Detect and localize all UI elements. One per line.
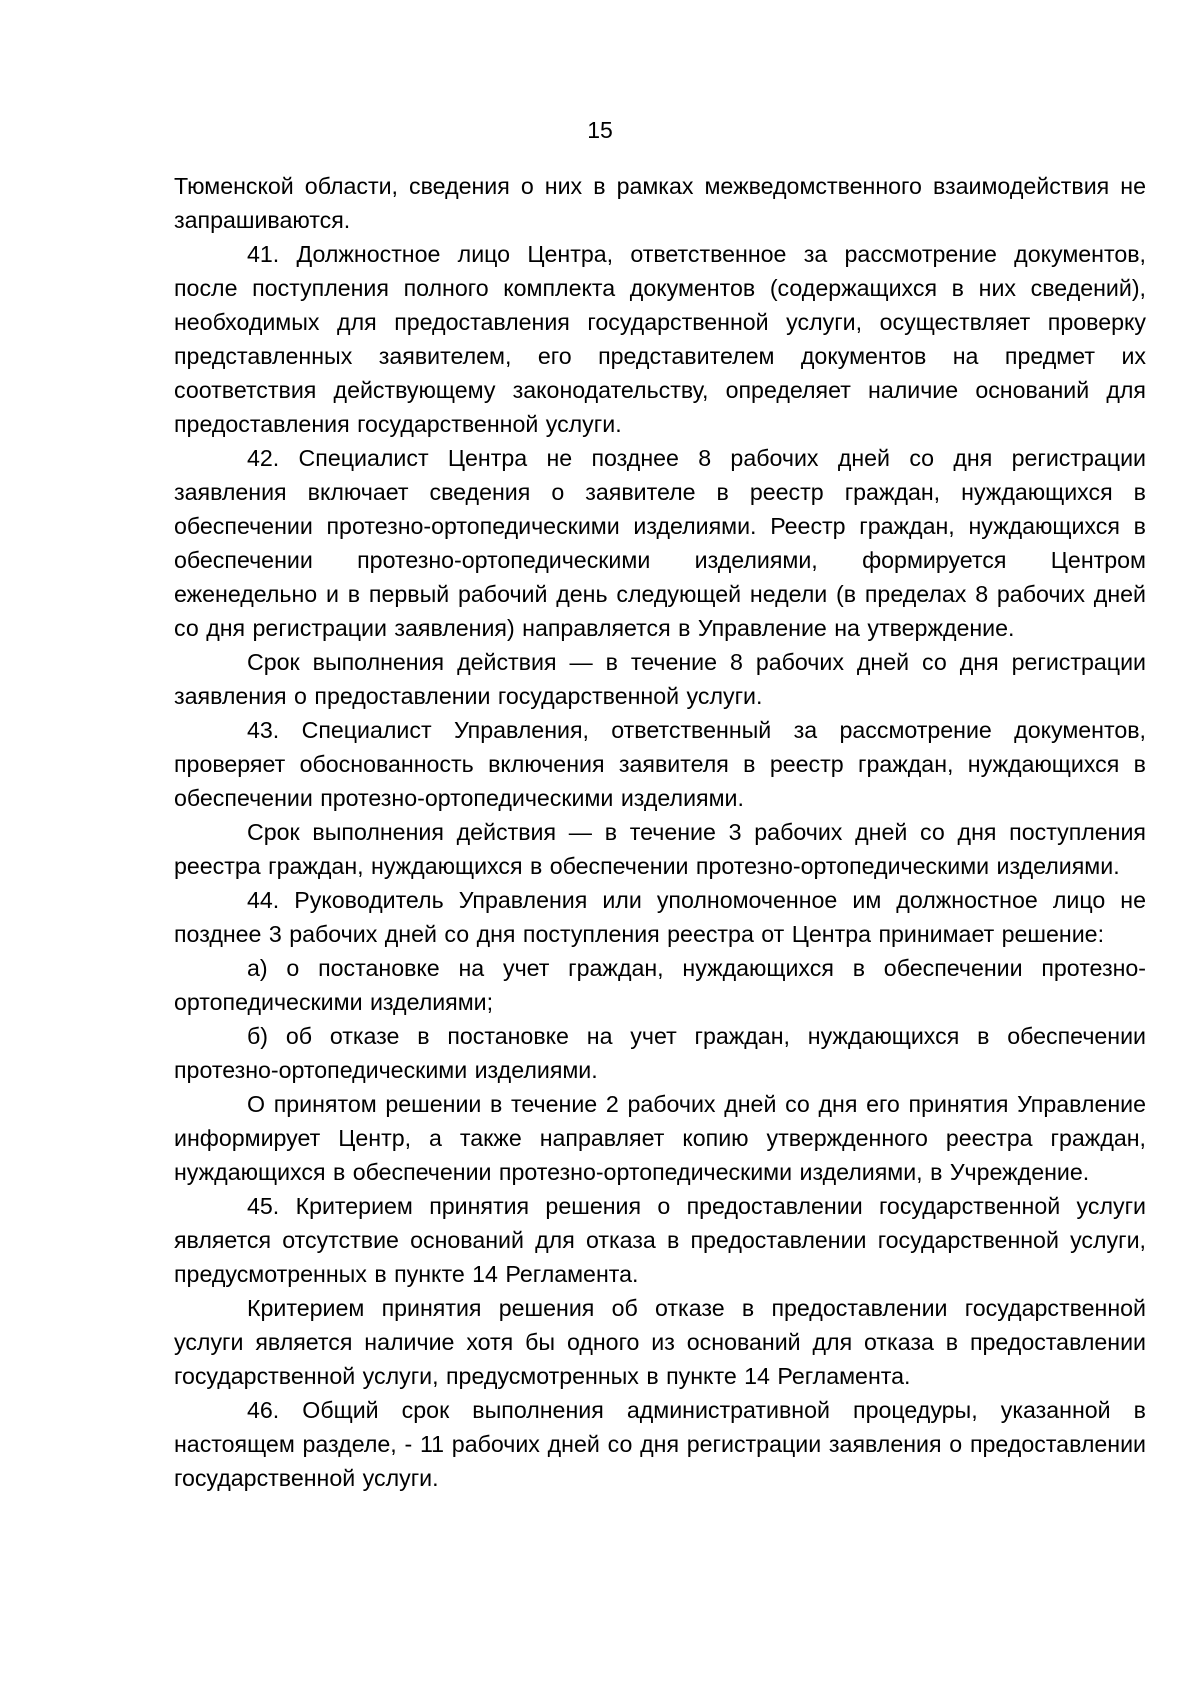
paragraph-44-a: а) о постановке на учет граждан, нуждающихся в обеспечении протезно-ортопедическими изделиями;: [174, 955, 1146, 1015]
paragraph-43: 43. Специалист Управления, ответственный за рассмотрение документов, проверяет обоснованность включения заявителя в реестр граждан, нуждающихся в обеспечении протезно-ортопедическими изделиями.: [174, 717, 1146, 811]
paragraph-45: 45. Критерием принятия решения о предоставлении государственной услуги является отсутствие оснований для отказа в предоставлении государственной услуги, предусмотренных в пункте 14 Регламента.: [174, 1193, 1146, 1287]
paragraph-44-notice: О принятом решении в течение 2 рабочих дней со дня его принятия Управление информирует Центр, а также направляет копию утвержденного реестра граждан, нуждающихся в обеспечении протезно-ортопедическими изделиями, в Учреждение.: [174, 1091, 1146, 1185]
paragraph-43-deadline: Срок выполнения действия — в течение 3 рабочих дней со дня поступления реестра граждан, нуждающихся в обеспечении протезно-ортопедическими изделиями.: [174, 819, 1146, 879]
paragraph-44-b: б) об отказе в постановке на учет граждан, нуждающихся в обеспечении протезно-ортопедическими изделиями.: [174, 1023, 1146, 1083]
paragraph-45-refusal: Критерием принятия решения об отказе в предоставлении государственной услуги является наличие хотя бы одного из оснований для отказа в предоставлении государственной услуги, предусмотренных в пункте 14 Регламента.: [174, 1295, 1146, 1389]
document-text: [174, 169, 1146, 1495]
paragraph-41: 41. Должностное лицо Центра, ответственное за рассмотрение документов, после поступления полного комплекта документов (содержащихся в них сведений), необходимых для предоставления государственной услуги, осуществляет проверку представленных заявителем, его представителем документов на предмет их соответствия действующему законодательству, определяет наличие оснований для предоставления государственной услуги.: [174, 241, 1146, 437]
page-number: 15: [587, 117, 613, 143]
paragraph-46: 46. Общий срок выполнения административной процедуры, указанной в настоящем разделе, - 11 рабочих дней со дня регистрации заявления о предоставлении государственной услуги.: [174, 1397, 1146, 1491]
paragraph-42-deadline: Срок выполнения действия — в течение 8 рабочих дней со дня регистрации заявления о предоставлении государственной услуги.: [174, 649, 1146, 709]
paragraph-42: 42. Специалист Центра не позднее 8 рабочих дней со дня регистрации заявления включает сведения о заявителе в реестр граждан, нуждающихся в обеспечении протезно-ортопедическими изделиями. Реестр граждан, нуждающихся в обеспечении протезно-ортопедическими изделиями, формируется Центром еженедельно и в первый рабочий день следующей недели (в пределах 8 рабочих дней со дня регистрации заявления) направляется в Управление на утверждение.: [174, 445, 1146, 641]
paragraph-44: 44. Руководитель Управления или уполномоченное им должностное лицо не позднее 3 рабочих дней со дня поступления реестра от Центра принимает решение:: [174, 887, 1146, 947]
paragraph-continuation: Тюменской области, сведения о них в рамках межведомственного взаимодействия не запрашиваются.: [174, 173, 1146, 233]
